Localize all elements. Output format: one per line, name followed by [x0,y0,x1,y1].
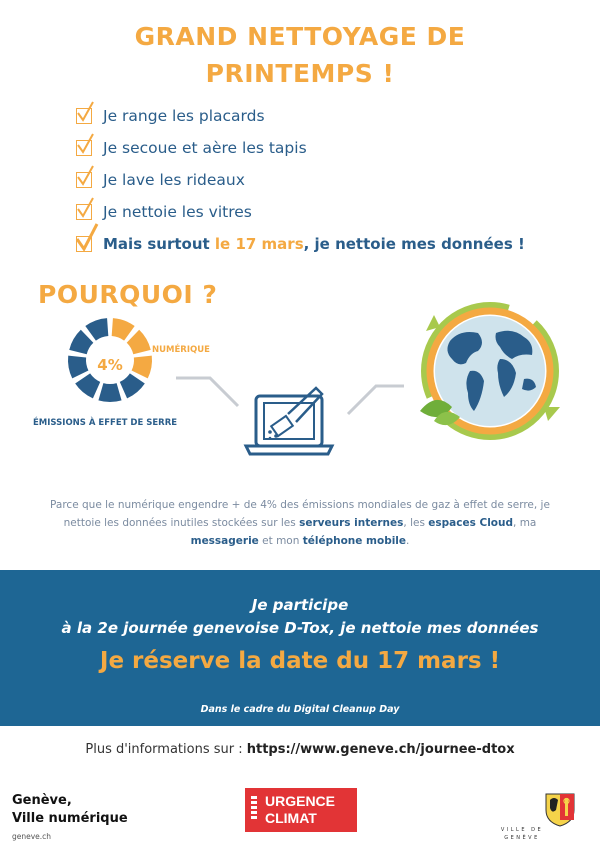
geneva-crest-icon [540,788,580,828]
urgence-line-1: URGENCE [265,793,336,809]
donut-segment-numerique [112,318,135,340]
more-info-link[interactable]: https://www.geneve.ch/journee-dtox [246,742,515,757]
para-text: , les [403,517,429,529]
checklist-item-text: Je nettoie les vitres [103,203,252,221]
logo-bars-icon [251,796,257,821]
para-text: , ma [513,517,537,529]
checkbox-checked-icon [76,172,92,188]
checklist [76,100,596,260]
page-title [0,18,600,92]
donut-value: 4% [97,356,123,374]
donut-segment [69,330,93,354]
more-info-label: Plus d'informations sur : [85,742,247,757]
para-bold-phone: téléphone mobile [302,535,407,547]
donut-segment [98,383,121,402]
title-line-2: PRINTEMPS ! [205,59,395,88]
para-bold-servers: serveurs internes [299,517,404,529]
urgence-climat-logo [245,788,357,832]
checklist-item-text [103,235,525,253]
donut-segment [85,318,108,340]
section-heading-why: POURQUOI ? [38,280,218,309]
para-text: . [406,535,410,547]
banner-line-1: Je participe [251,596,349,614]
checkbox-checked-icon [76,236,92,252]
donut-segment [75,373,100,398]
final-text-part-3: , je nettoie mes données ! [303,235,525,253]
donut-segment [68,356,88,379]
checklist-item-text: Je lave les rideaux [103,171,245,189]
ville-line-1: VILLE DE [500,827,544,833]
title-line-1: GRAND NETTOYAGE DE [134,22,466,51]
geneve-ville-numerique-logo [12,792,128,828]
checkbox-checked-icon [76,204,92,220]
donut-segment [120,373,145,398]
checklist-item-text: Je secoue et aère les tapis [103,139,307,157]
checkbox-checked-icon [76,108,92,124]
checklist-item-text: Je range les placards [103,107,265,125]
banner-headline: Je réserve la date du 17 mars ! [99,648,501,674]
banner-line-2: à la 2e journée genevoise D-Tox, je nettoie mes données [61,619,539,637]
event-banner [0,570,600,726]
checkbox-checked-icon [76,140,92,156]
emissions-label: ÉMISSIONS À EFFET DE SERRE [33,418,178,428]
donut-segment-numerique [132,356,152,379]
para-bold-mail: messagerie [190,535,259,547]
para-text: Parce que le numérique engendre + de 4% des émissions mondiales de gaz à effet de serre, je nettoie les données inutiles stockées sur les [50,499,550,529]
final-date-highlight: le 17 mars [214,235,304,253]
logo-line-1: Genève, [12,793,72,808]
ville-line-2: GENÈVE [504,835,540,841]
logo-line-2: Ville numérique [12,811,128,826]
banner-footnote: Dans le cadre du Digital Cleanup Day [200,704,400,715]
explanation-paragraph [30,496,570,550]
numerique-label: NUMÉRIQUE [152,345,210,355]
more-info [0,742,600,757]
checklist-item [76,164,596,196]
laptop-cleaning-icon [238,382,338,462]
para-text: et mon [258,535,303,547]
checklist-item [76,100,596,132]
checklist-item [76,196,596,228]
geneve-url: geneve.ch [12,832,52,841]
final-text-part-1: Mais surtout [103,235,215,253]
earth-globe-icon [400,293,576,449]
para-bold-cloud: espaces Cloud [428,517,514,529]
urgence-line-2: CLIMAT [265,810,317,826]
checklist-item [76,132,596,164]
donut-segment-numerique [127,330,151,354]
checklist-item-final [76,228,596,260]
ville-de-geneve-text [494,826,550,842]
